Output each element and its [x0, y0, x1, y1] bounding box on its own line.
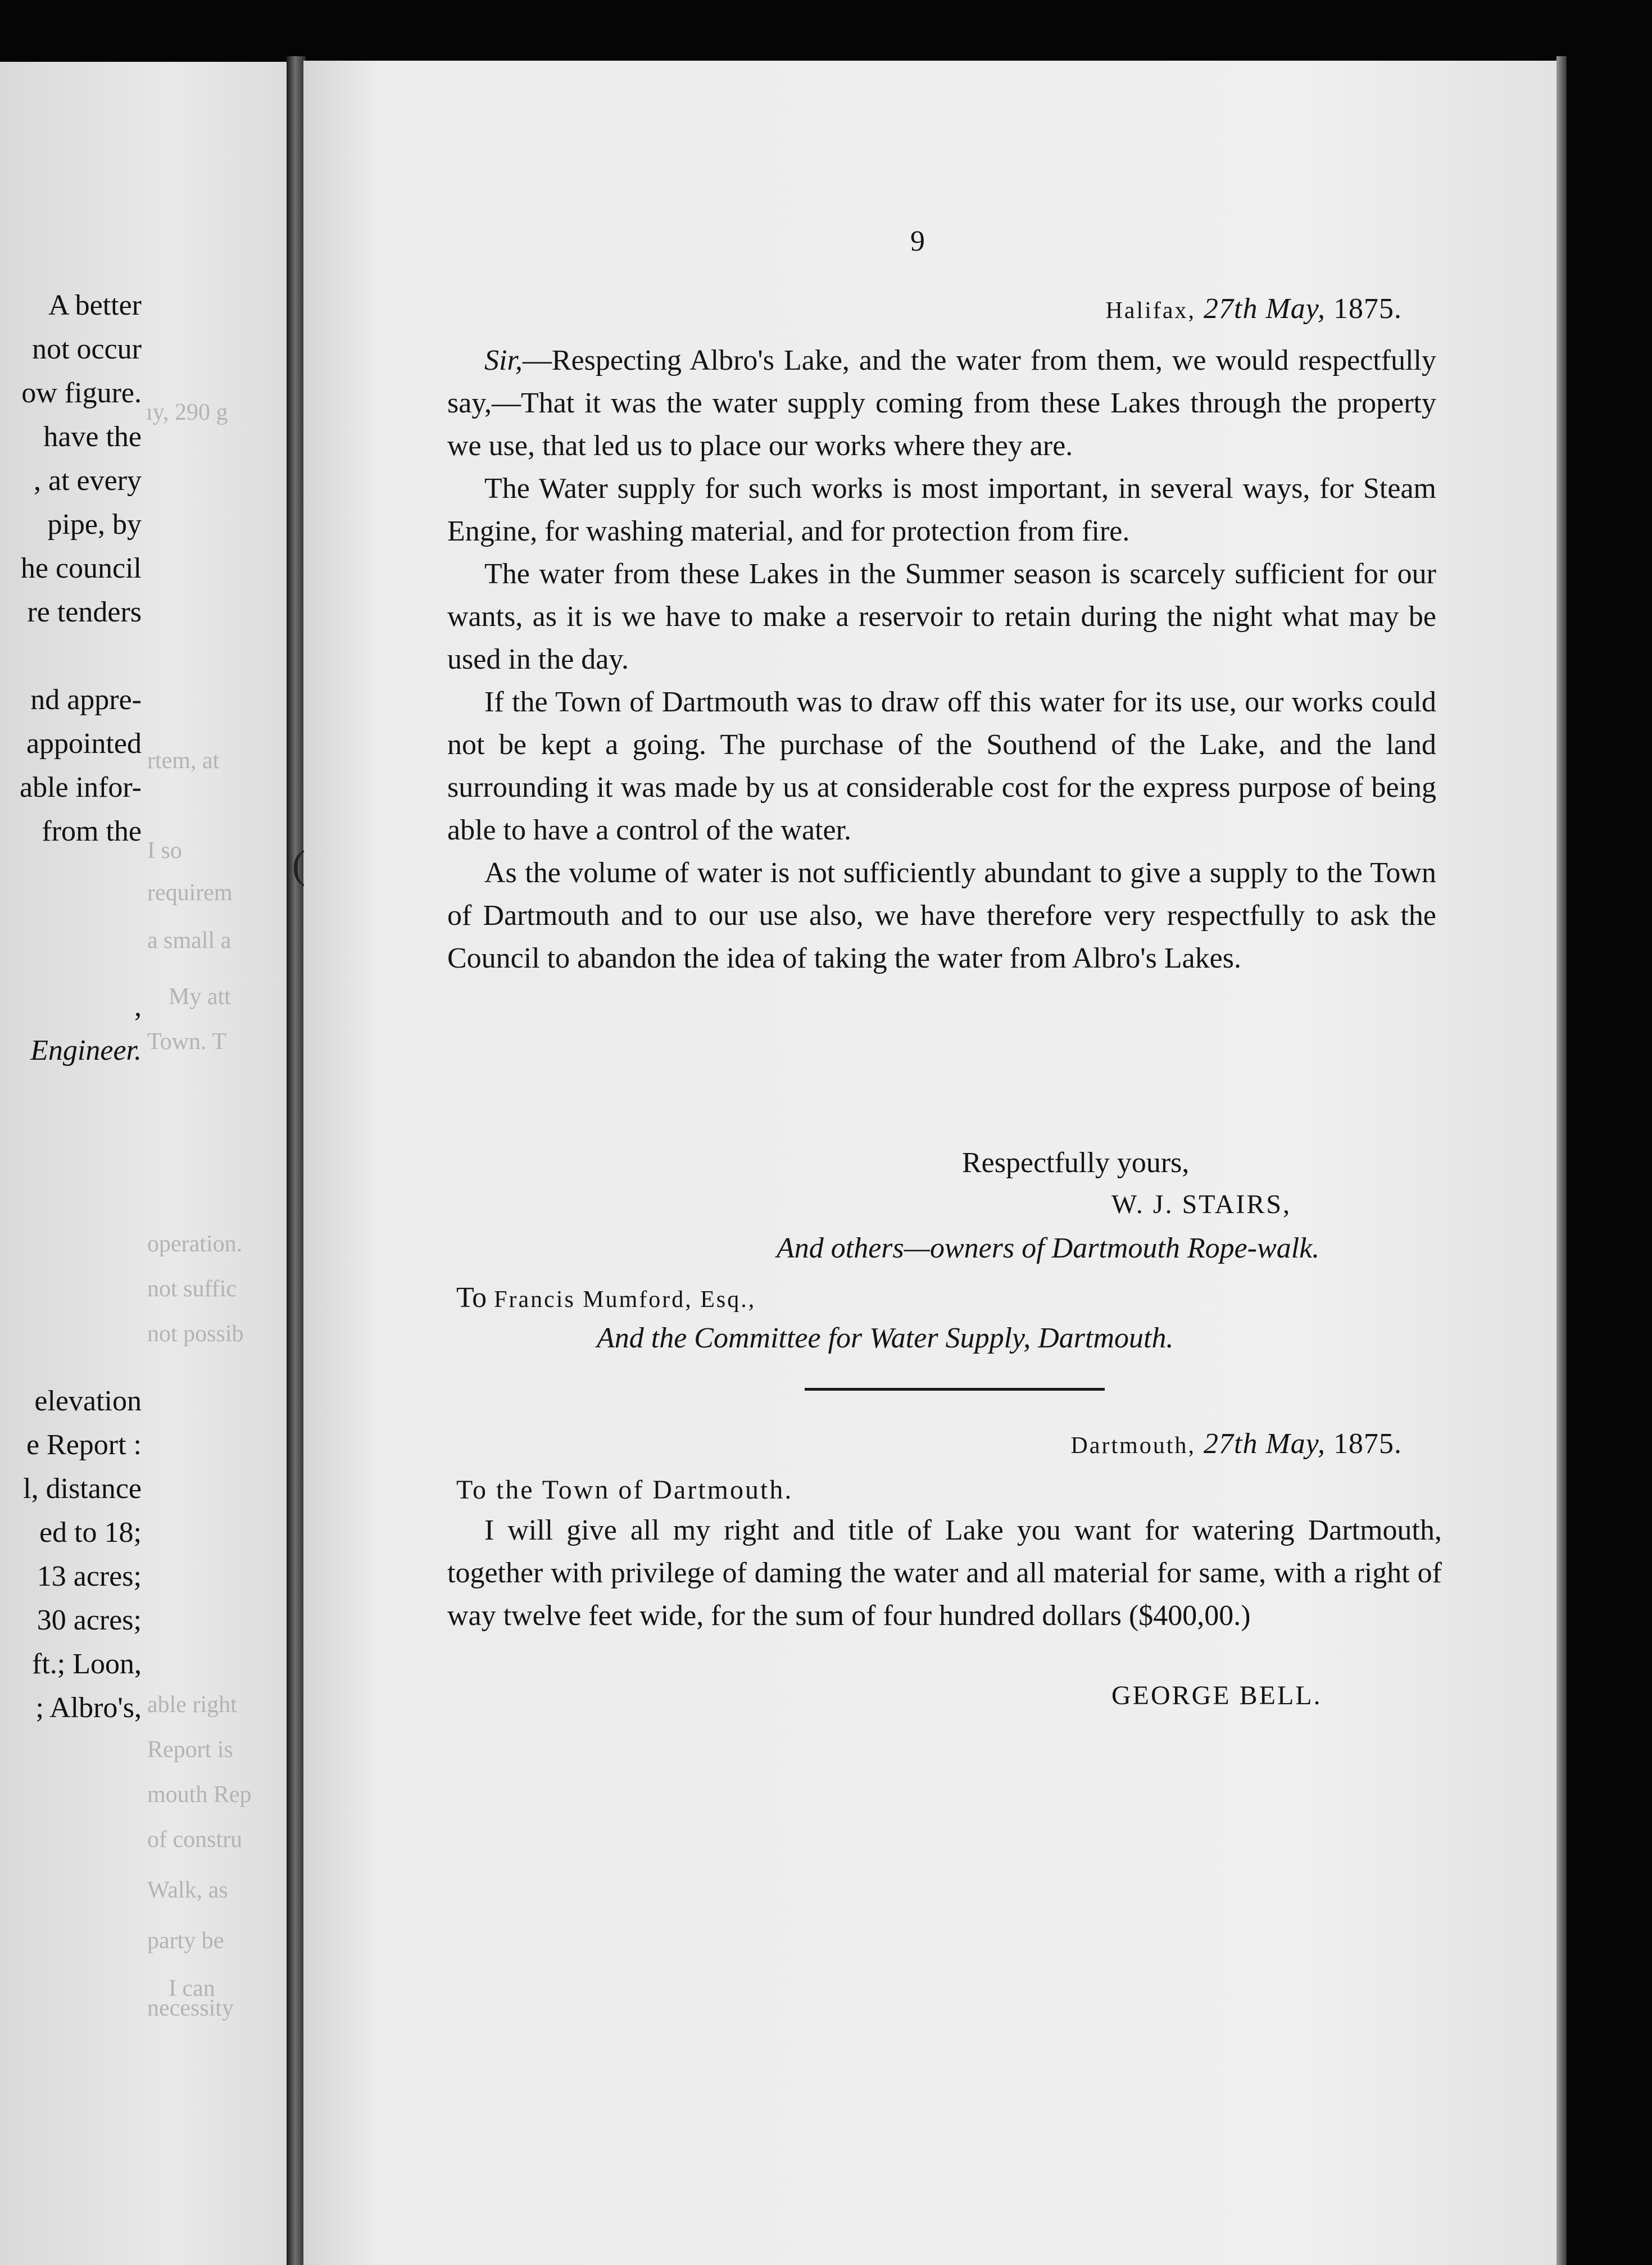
facing-page-line: re tenders: [27, 596, 142, 628]
facing-page-line: [0, 1248, 142, 1292]
facing-page-line: [0, 634, 142, 678]
letter2-date-day: 27th May,: [1204, 1428, 1326, 1460]
addressee-name: Francis Mumford, Esq.,: [494, 1287, 756, 1313]
bleed-through: rtem, at: [147, 748, 220, 774]
paper-crease: (: [292, 843, 306, 887]
letter1-paragraph-2: The Water supply for such works is most important, in several ways, for Steam Engine, for washing material, and for protection from fire.: [447, 473, 1436, 547]
page-edge: [1556, 56, 1567, 2265]
facing-page-line: ed to 18;: [39, 1517, 142, 1549]
paragraph-text: —Respecting Albro's Lake, and the water from them, we would respectfully say,—That it was the water supply coming from these Lakes through the property we use, that led us to place our works where they are.: [447, 344, 1436, 462]
bleed-through: mouth Rep: [147, 1782, 252, 1808]
facing-page-line: ow figure.: [21, 377, 142, 409]
bleed-through: not possib: [147, 1321, 244, 1347]
facing-page-line: able infor-: [20, 771, 142, 804]
bleed-through: necessity: [147, 1995, 234, 2021]
facing-page-line: elevation: [34, 1385, 142, 1417]
facing-page-line: ,: [134, 991, 142, 1023]
bleed-through: I so: [147, 838, 182, 864]
facing-page-line: e Report :: [26, 1429, 142, 1461]
bleed-through: requirem: [147, 880, 233, 906]
bleed-through: not suffic: [147, 1276, 237, 1302]
facing-page-line: A better: [48, 289, 142, 321]
bleed-through: ıy, 290 g: [146, 400, 228, 425]
facing-page-line: [0, 854, 142, 897]
letter1-addressee: [456, 1281, 756, 1314]
facing-page-line: Engineer.: [30, 1034, 142, 1066]
letter1-paragraph-3: The water from these Lakes in the Summer season is scarcely sufficient for our wants, as it is we have to make a reservoir to retain during the night what may be used in the day.: [447, 558, 1436, 675]
bleed-through: Walk, as: [147, 1877, 228, 1903]
facing-page-line: 30 acres;: [37, 1604, 142, 1636]
letter2-signature: GEORGE BELL.: [1111, 1681, 1322, 1710]
facing-page-line: have the: [43, 421, 142, 453]
bleed-through: party be: [147, 1928, 224, 1954]
facing-page-text: [0, 284, 142, 1730]
letter1-date-day: 27th May,: [1204, 293, 1326, 325]
letter1-paragraph-4: If the Town of Dartmouth was to draw off this water for its use, our works could not be kept a going. The purchase of the Southend of the Lake, and the land surrounding it was made by us at considerable cost for the express purpose of being able to have a control of the water.: [447, 686, 1436, 846]
facing-page-line: [0, 1073, 142, 1116]
bleed-through: Town. T: [147, 1029, 226, 1055]
addressee-prefix: To: [456, 1282, 487, 1314]
facing-page-line: l, distance: [23, 1473, 142, 1505]
facing-page-line: [0, 1204, 142, 1248]
page-number: 9: [910, 225, 925, 257]
bleed-through: able right: [147, 1692, 237, 1718]
facing-page-line: he council: [20, 552, 142, 584]
section-divider: [805, 1388, 1105, 1391]
letter1-signatory-note: And others—owners of Dartmouth Rope-walk.: [777, 1232, 1320, 1264]
letter2-dateline: [1071, 1427, 1402, 1460]
letter2-date-place: Dartmouth,: [1070, 1433, 1196, 1459]
facing-page: [0, 62, 288, 2265]
facing-page-line: appointed: [26, 728, 142, 760]
facing-page-line: [0, 1336, 142, 1379]
facing-page-line: [0, 1116, 142, 1160]
letter1-dateline: [1106, 292, 1402, 325]
facing-page-line: [0, 1160, 142, 1204]
letter1-body: [447, 339, 1436, 980]
letter2-paragraph: I will give all my right and title of Lake you want for watering Dartmouth, together with privilege of daming the water and all material for same, with a right of way twelve feet wide, for the sum of four hundred dollars ($400,00.): [447, 1514, 1442, 1632]
book-gutter: [287, 56, 306, 2265]
bleed-through: I can: [169, 1976, 215, 2001]
facing-page-line: nd appre-: [30, 684, 142, 716]
facing-page-line: [0, 941, 142, 985]
bleed-through: My att: [169, 984, 231, 1010]
bleed-through: of constru: [147, 1827, 243, 1853]
facing-page-line: ft.; Loon,: [32, 1648, 142, 1680]
letter1-date-place: Halifax,: [1105, 298, 1196, 324]
letter2-body: [447, 1509, 1442, 1637]
letter1-paragraph-1: [447, 339, 1436, 467]
letter1-signature: W. J. STAIRS,: [1111, 1190, 1292, 1219]
facing-page-line: from the: [42, 815, 142, 847]
facing-page-line: [0, 1292, 142, 1336]
letter2-addressee: To the Town of Dartmouth.: [456, 1475, 793, 1505]
facing-page-line: , at every: [33, 465, 142, 497]
bleed-through: operation.: [147, 1231, 243, 1257]
facing-page-line: not occur: [32, 333, 142, 365]
letter1-addressee-line2: And the Committee for Water Supply, Dartmouth.: [597, 1322, 1174, 1354]
facing-page-line: [0, 897, 142, 941]
letter1-paragraph-5: As the volume of water is not sufficiently abundant to give a supply to the Town of Dartmouth and to our use also, we have therefore very respectfully to ask the Council to abandon the idea of taking the water from Albro's Lakes.: [447, 857, 1436, 974]
facing-page-line: 13 acres;: [37, 1560, 142, 1592]
letter2-date-year: 1875.: [1333, 1428, 1402, 1460]
letter1-closing: Respectfully yours,: [962, 1147, 1190, 1179]
letter1-date-year: 1875.: [1333, 293, 1402, 325]
facing-page-line: ; Albro's,: [35, 1692, 142, 1724]
bleed-through: Report is: [147, 1737, 233, 1763]
facing-page-line: pipe, by: [47, 509, 142, 541]
bleed-through: a small a: [147, 928, 232, 954]
salutation: Sir,: [484, 344, 523, 376]
